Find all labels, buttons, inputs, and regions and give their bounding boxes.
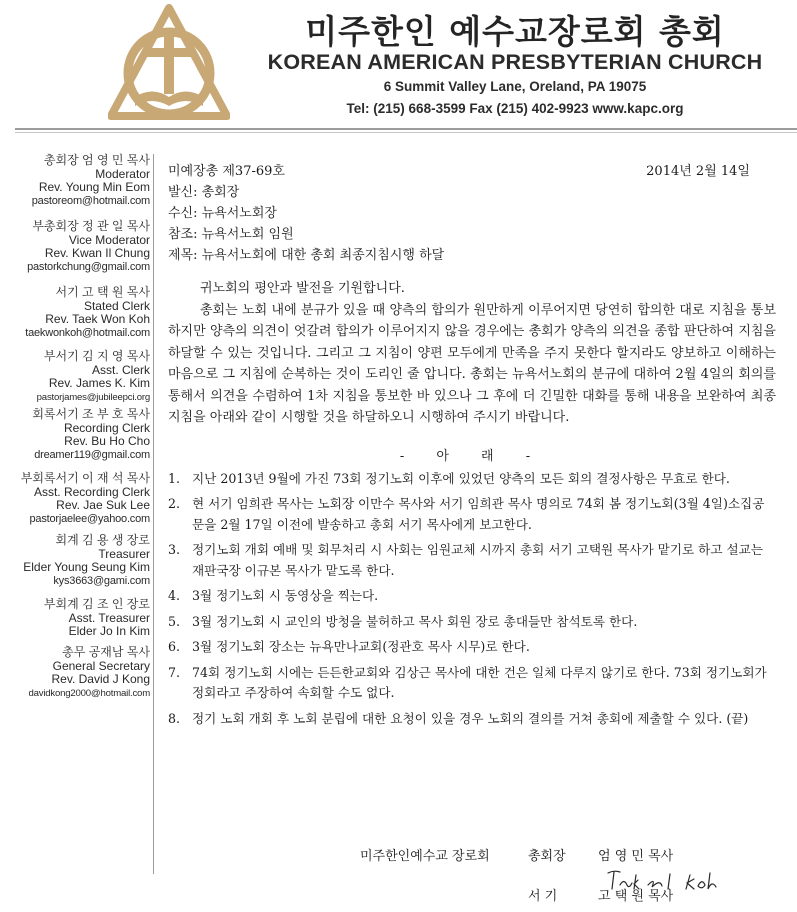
officer-name: Rev. James K. Kim — [48, 376, 150, 390]
church-name-english: KOREAN AMERICAN PRESBYTERIAN CHURCH — [267, 50, 763, 74]
officer-name: Rev. Jae Suk Lee — [56, 498, 150, 512]
signoff2-name: 고 택 원 목사 — [598, 889, 674, 904]
officer-title: Treasurer — [98, 546, 150, 561]
officer-korean: 회록서기 조 부 호 목사 — [32, 407, 150, 421]
officer-korean: 부서기 김 지 영 목사 — [43, 349, 150, 363]
officer-name: Rev. Kwan Il Chung — [44, 246, 150, 260]
officer-moderator — [0, 154, 150, 208]
officer-treasurer — [0, 534, 150, 588]
officer-title: Moderator — [95, 166, 150, 181]
body-paragraph: 총회는 노회 내에 분규가 있을 때 양측의 합의가 원만하게 이루어지면 당연히 합의한 대로 지침을 통보하지만 양측의 의견이 엇갈려 합의가 이루어지지 않을 경우에는 총회가 양측의 의견을 종합 판단하여 지침을 하달할 수 있는 것입니다. 그리고 그 지침이 양편 모두에게 만족을 주지 못한다 할지라도 양보하고 이해하는 마음으로 그 지침에 순복하는 것이 도리인 줄 압니다. 총회는 뉴욕서노회의 분규에 대하여 2월 4일의 회의를 통해서 의견을 수렴하여 1차 지침을 통보한 바 있으나 그 후에 더 긴밀한 대화를 통해 내용을 보완하여 최종 지침을 아래와 같이 시행할 것을 하달하오니 시행하여 주시기 바랍니다. — [168, 302, 776, 425]
sender: 발신: 총회장 — [168, 185, 240, 200]
list-item: 7. 74회 정기노회 시에는 든든한교회와 김상근 목사에 대한 건은 일체 다루지 않기로 한다. 73회 정기노회가 정회라고 주장하여 속회할 수도 없다. — [168, 664, 767, 700]
officer-email[interactable]: davidkong2000@hotmail.com — [28, 687, 150, 699]
officer-asst-treasurer — [0, 598, 150, 639]
church-address: 6 Summit Valley Lane, Oreland, PA 19075 — [383, 79, 647, 94]
officer-name: Elder Jo In Kim — [68, 624, 150, 638]
officer-name: Rev. Bu Ho Cho — [64, 434, 150, 448]
reference: 참조: 뉴욕서노회 임원 — [168, 227, 294, 242]
officer-email[interactable]: pastorjames@jubileepci.org — [36, 391, 150, 403]
officer-email[interactable]: pastorkchung@gmail.com — [27, 260, 150, 273]
list-item: 6. 3월 정기노회 장소는 뉴욕만나교회(정관호 목사 시무)로 한다. — [168, 639, 530, 654]
doc-number: 미예장총 제37-69호 — [168, 164, 285, 179]
officer-email[interactable]: taekwonkoh@hotmail.com — [25, 326, 150, 339]
officer-asst-recording-clerk — [0, 472, 150, 526]
list-item: 3. 정기노회 개회 예배 및 회무처리 시 사회는 임원교체 시까지 총회 서기 고택원 목사가 맡기로 하고 설교는 재판국장 이규본 목사가 맡도록 한다. — [168, 542, 764, 578]
doc-number-row — [168, 161, 776, 182]
officer-vice-moderator — [0, 220, 150, 274]
officer-korean: 부회록서기 이 재 석 목사 — [20, 471, 150, 485]
officer-title: Asst. Treasurer — [68, 610, 150, 625]
header-rule — [15, 128, 797, 130]
church-contact: Tel: (215) 668-3599 Fax (215) 402-9923 www.kapc.org — [346, 101, 684, 116]
officer-stated-clerk — [0, 286, 150, 340]
signoff-name: 엄 영 민 목사 — [598, 849, 674, 864]
officer-korean: 부총회장 정 관 일 목사 — [32, 219, 150, 233]
officer-title: Recording Clerk — [63, 420, 150, 435]
signoff-org: 미주한인예수교 장로회 — [360, 849, 490, 864]
subject: 제목: 뉴욕서노회에 대한 총회 최종지침시행 하달 — [168, 248, 445, 263]
greeting: 귀노회의 평안과 발전을 기원합니다. — [200, 281, 405, 296]
officer-name: Elder Young Seung Kim — [23, 560, 150, 574]
list-item: 4. 3월 정기노회 시 동영상을 찍는다. — [168, 588, 379, 603]
officer-title: Asst. Recording Clerk — [33, 484, 150, 499]
list-item: 8. 정기 노회 개회 후 노회 분립에 대한 요청이 있을 경우 노회의 결의를 거쳐 총회에 제출할 수 있다. (끝) — [168, 710, 749, 726]
officer-asst-clerk — [0, 350, 150, 404]
officer-korean: 총무 공재남 목사 — [62, 645, 150, 659]
signoff2-title: 서 기 — [528, 889, 558, 904]
officer-title: Vice Moderator — [68, 232, 150, 247]
directive-list — [168, 469, 776, 730]
signoff-title: 총회장 — [528, 849, 566, 864]
officer-korean: 회계 김 용 생 장로 — [55, 533, 150, 547]
officer-name: Rev. Young Min Eom — [38, 180, 150, 194]
note-heading: - 아 래 - — [399, 448, 545, 464]
list-item: 5. 3월 정기노회 시 교인의 방청을 불허하고 목사 회원 장로 총대들만 참석토록 한다. — [168, 613, 638, 629]
officer-korean: 부회계 김 조 인 장로 — [43, 597, 150, 611]
officer-title: Asst. Clerk — [91, 362, 150, 377]
list-item: 1. 지난 2013년 9월에 가진 73회 정기노회 이후에 있었던 양측의 모든 회의 결정사항은 무효로 한다. — [168, 470, 730, 486]
officer-name: Rev. David J Kong — [51, 672, 150, 686]
officer-general-secretary — [0, 646, 150, 700]
officers-sidebar — [0, 154, 154, 874]
officer-title: Stated Clerk — [83, 298, 150, 313]
officer-email[interactable]: pastorjaelee@yahoo.com — [29, 512, 150, 525]
officer-email[interactable]: kys3663@gami.com — [53, 574, 150, 587]
church-name-korean: 미주한인 예수교장로회 총회 — [305, 12, 725, 51]
list-item: 2. 현 서기 임희관 목사는 노회장 이만수 목사와 서기 임희관 목사 명의로 74회 봄 정기노회(3월 4일)소집공문을 2월 17일 이전에 발송하고 총회 서기 목사에게 보고한다. — [168, 496, 765, 532]
doc-date: 2014년 2월 14일 — [646, 164, 750, 179]
header-rule-thin — [15, 132, 797, 133]
officer-recording-clerk — [0, 408, 150, 462]
recipient: 수신: 뉴욕서노회장 — [168, 206, 277, 221]
officer-name: Rev. Taek Won Koh — [45, 312, 150, 326]
officer-email[interactable]: dreamer119@gmail.com — [34, 448, 150, 461]
church-logo — [108, 4, 230, 120]
letter-body — [168, 161, 776, 734]
officer-korean: 총회장 엄 영 민 목사 — [43, 153, 150, 167]
officer-email[interactable]: pastoreom@hotmail.com — [31, 194, 150, 207]
officer-korean: 서기 고 택 원 목사 — [55, 285, 150, 299]
officer-title: General Secretary — [52, 658, 150, 673]
